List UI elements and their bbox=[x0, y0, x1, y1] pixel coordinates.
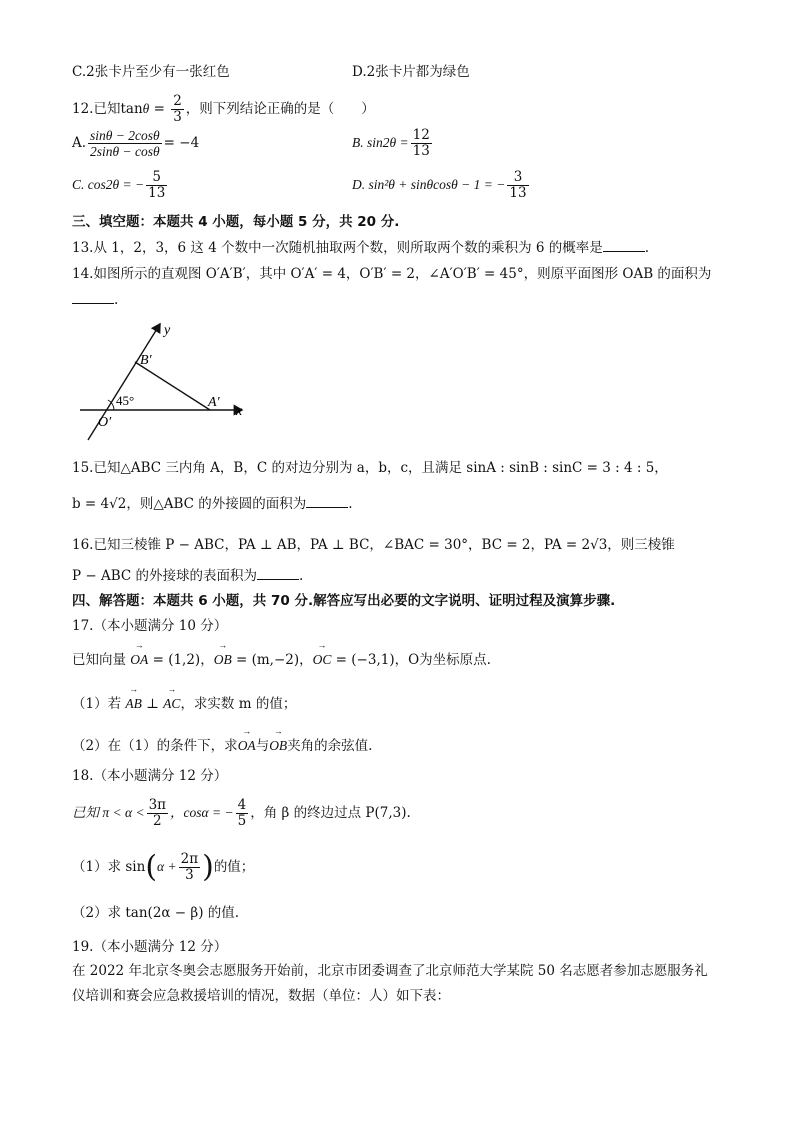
q12-a-den: 2sinθ − cosθ bbox=[90, 144, 160, 159]
q17-part1 bbox=[72, 694, 296, 714]
perp-symbol: ⊥ bbox=[141, 696, 164, 712]
q12-c-label: C. cos2θ = − bbox=[72, 177, 145, 192]
q15-line2-text: b = 4√2，则△ABC 的外接圆的面积为 bbox=[72, 496, 307, 512]
q14-line2 bbox=[72, 290, 118, 310]
q15-line2 bbox=[72, 494, 353, 514]
q12-a-label: A. bbox=[72, 135, 87, 151]
q18-p1-den: 3 bbox=[185, 867, 194, 883]
q16-blank bbox=[257, 567, 299, 580]
q13-end: . bbox=[644, 240, 650, 256]
q13-text: 13.从 1，2，3，6 这 4 个数中一次随机抽取两个数，则所取两个数的乘积为 6 的概率是 bbox=[72, 240, 603, 256]
label-o: O′ bbox=[98, 415, 112, 430]
q18-f1-num: 3π bbox=[148, 797, 167, 813]
q12-den: 3 bbox=[173, 109, 182, 125]
vector-ob-value: = (m,−2)， bbox=[231, 652, 313, 668]
q19-heading: 19.（本小题满分 12 分） bbox=[72, 939, 228, 955]
q18-f1-den: 2 bbox=[153, 813, 162, 829]
q12-a-rhs: = −4 bbox=[163, 135, 200, 151]
vector-oc: → OC bbox=[313, 650, 332, 670]
segment-b-a bbox=[135, 362, 210, 410]
q17-p2-mid: 与 bbox=[255, 738, 270, 754]
q15-line1: 15.已知△ABC 三内角 A，B，C 的对边分别为 a，b，c，且满足 sinA : sinB : sinC = 3 : 4 : 5， bbox=[72, 460, 668, 476]
q15-end: . bbox=[348, 496, 353, 512]
q18-given bbox=[72, 798, 411, 829]
q18-f2-den: 5 bbox=[237, 813, 247, 829]
q12-option-c bbox=[72, 170, 169, 201]
vector-ac: → AC bbox=[163, 694, 180, 714]
vector-ab: → AB bbox=[125, 694, 142, 714]
q12-d-den: 13 bbox=[509, 185, 527, 201]
q17-heading: 17.（本小题满分 10 分） bbox=[72, 618, 228, 634]
vector-oc-value: = (−3,1)，O为坐标原点. bbox=[331, 652, 491, 668]
section-3-heading: 三、填空题：本题共 4 小题，每小题 5 分，共 20 分. bbox=[72, 214, 400, 230]
q18-f2-num: 4 bbox=[237, 797, 247, 813]
q17-given bbox=[72, 650, 491, 670]
q18-fraction-1 bbox=[147, 798, 168, 829]
q12-b-den: 13 bbox=[412, 143, 430, 159]
q12-stem bbox=[72, 94, 375, 125]
q16-line2 bbox=[72, 566, 303, 586]
q11-option-c: C.2张卡片至少有一张红色 bbox=[72, 64, 230, 80]
q17-p1-pre: （1）若 bbox=[72, 696, 126, 712]
section-4-heading: 四、解答题：本题共 6 小题，共 70 分.解答应写出必要的文字说明、证明过程及演算步骤. bbox=[72, 593, 616, 609]
q12-eq: = bbox=[149, 101, 170, 117]
q16-line2-text: P − ABC 的外接球的表面积为 bbox=[72, 568, 258, 584]
q16-end: . bbox=[299, 568, 304, 584]
vector-oa: → OA bbox=[130, 650, 148, 670]
q13 bbox=[72, 238, 649, 258]
vector-ob: → OB bbox=[214, 650, 232, 670]
q12-option-a bbox=[72, 128, 199, 159]
q12-theta: θ bbox=[142, 101, 150, 116]
q18-fraction-2 bbox=[236, 798, 249, 829]
q19-line1: 在 2022 年北京冬奥会志愿服务开始前，北京市团委调查了北京师范大学某院 50 名志愿者参加志愿服务礼 bbox=[72, 963, 708, 979]
label-a: A′ bbox=[208, 395, 220, 410]
q12-b-num: 12 bbox=[412, 127, 430, 143]
q14-line1: 14.如图所示的直观图 O′A′B′，其中 O′A′ = 4，O′B′ = 2，∠A′O′B′ = 45°，则原平面图形 OAB 的面积为 bbox=[72, 266, 712, 282]
q17-given-pre: 已知向量 bbox=[72, 652, 131, 668]
q12-suffix: ，则下列结论正确的是（ ） bbox=[185, 101, 375, 117]
q12-a-num: sinθ − 2cosθ bbox=[90, 128, 160, 143]
q19-line2: 仪培训和赛会应急救援培训的情况，数据（单位：人）如下表： bbox=[72, 988, 450, 1004]
q12-b-fraction bbox=[411, 128, 432, 159]
q18-p1-alpha: α + bbox=[157, 859, 177, 874]
q12-a-fraction bbox=[88, 128, 162, 159]
q18-given-mid: ，cosα = − bbox=[170, 805, 234, 820]
q12-b-label: B. sin2θ = bbox=[352, 135, 409, 150]
label-y: y bbox=[164, 323, 171, 338]
q12-c-fraction bbox=[146, 170, 167, 201]
vector-ob-2: → OB bbox=[269, 736, 287, 756]
vector-oa-2: → OA bbox=[238, 736, 256, 756]
vector-oa-value: = (1,2)， bbox=[148, 652, 214, 668]
q17-part2 bbox=[72, 736, 372, 756]
q18-part2: （2）求 tan(2α − β) 的值. bbox=[72, 905, 240, 921]
q18-heading: 18.（本小题满分 12 分） bbox=[72, 768, 228, 784]
q12-fraction bbox=[171, 94, 184, 125]
q12-option-b bbox=[352, 128, 434, 159]
q17-p1-post: ，求实数 m 的值； bbox=[180, 696, 297, 712]
label-b: B′ bbox=[140, 353, 152, 368]
oblique-figure bbox=[70, 318, 260, 444]
paren-close: ) bbox=[202, 849, 214, 885]
q12-c-den: 13 bbox=[148, 185, 166, 201]
q14-blank bbox=[72, 291, 114, 304]
q12-num: 2 bbox=[173, 93, 182, 109]
q11-option-d: D.2张卡片都为绿色 bbox=[352, 64, 470, 80]
q12-d-fraction bbox=[507, 170, 528, 201]
q15-blank bbox=[306, 495, 348, 508]
q18-part1 bbox=[72, 849, 255, 885]
q14-end: . bbox=[114, 292, 119, 308]
angle-arc bbox=[108, 400, 114, 410]
q18-p1-post: 的值； bbox=[213, 859, 255, 875]
label-x: x bbox=[236, 404, 243, 419]
q17-p2-pre: （2）在（1）的条件下，求 bbox=[72, 738, 238, 754]
q16-line1: 16.已知三棱锥 P − ABC，PA ⊥ AB，PA ⊥ BC，∠BAC = 30°，BC = 2，PA = 2√3，则三棱锥 bbox=[72, 537, 675, 553]
q12-tan: tan bbox=[120, 101, 143, 117]
q17-p2-post: 夹角的余弦值. bbox=[287, 738, 373, 754]
q12-d-label: D. sin²θ + sinθcosθ − 1 = − bbox=[352, 177, 506, 192]
q12-option-d bbox=[352, 170, 531, 201]
q13-blank bbox=[603, 239, 645, 252]
q18-given-post: ，角 β 的终边过点 P(7,3). bbox=[250, 805, 411, 821]
q12-c-num: 5 bbox=[146, 170, 167, 186]
paren-open: ( bbox=[145, 849, 158, 885]
q18-p1-fraction bbox=[179, 852, 200, 883]
q18-given-pre: 已知 π < α < bbox=[72, 805, 145, 820]
q18-p1-num: 2π bbox=[180, 851, 199, 867]
label-angle: 45° bbox=[116, 393, 135, 408]
q12-d-num: 3 bbox=[507, 170, 528, 186]
q18-p1-pre: （1）求 sin bbox=[72, 859, 146, 875]
q12-prefix: 12.已知 bbox=[72, 101, 121, 117]
